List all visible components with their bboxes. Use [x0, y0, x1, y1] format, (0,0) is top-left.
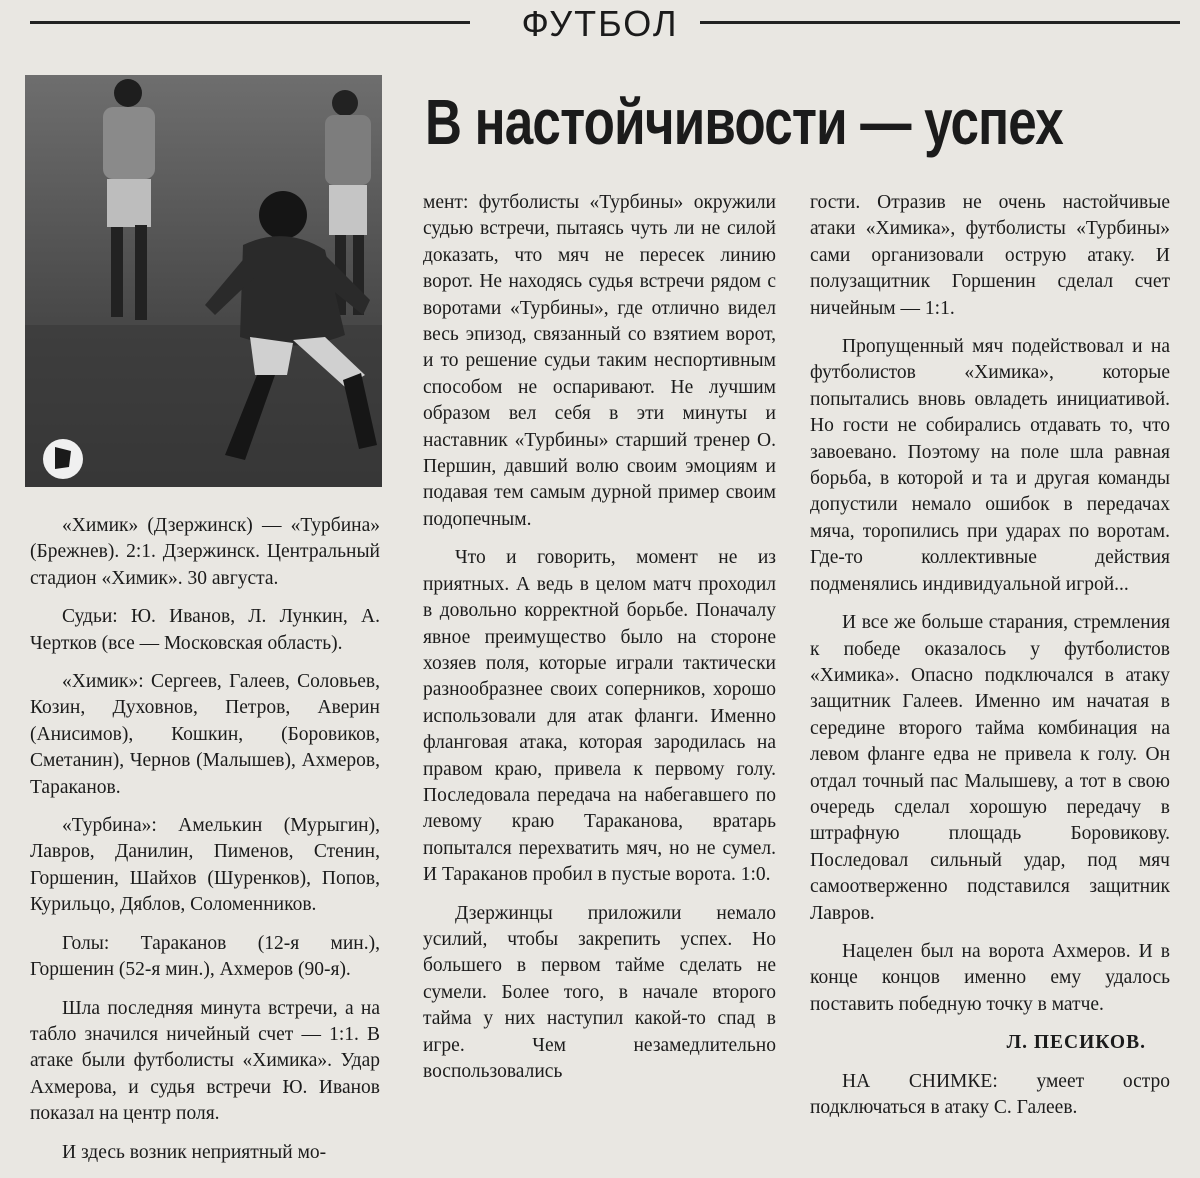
- section-title: ФУТБОЛ: [521, 3, 679, 44]
- lineup-khimik: «Химик»: Сергеев, Галеев, Соловьев, Козин, Духовнов, Петров, Аверин (Анисимов), Кошкин, (Боровиков, Сметанин), Чернов (Малышев), Ахмеров, Тараканов.: [30, 671, 380, 798]
- article-headline: В настойчивости — успех: [425, 86, 1063, 158]
- match-info: «Химик» (Дзержинск) — «Турбина» (Брежнев). 2:1. Дзержинск. Центральный стадион «Химик». 30 августа.: [30, 515, 380, 589]
- paragraph: И здесь возник неприятный мо-: [62, 1141, 327, 1163]
- article-column-2: [423, 190, 776, 1097]
- photo-image: [25, 75, 382, 487]
- article-column-1: [30, 513, 380, 1178]
- paragraph: мент: футболисты «Турбины» окружили судью встречи, пытаясь чуть ли не силой доказать, что мяч не пересек линию ворот. Не находясь судья встречи рядом с воротами «Турбины», где отлично видел весь эпизод, связанный со взятием ворот, и то решение судьи таким неспортивным способом не оспаривают. Не лучшим образом вел себя в эти минуты и наставник «Турбины» старший тренер О. Першин, давший волю своим эмоциям и подавая тем самым дурной пример своим подопечным.: [423, 192, 776, 530]
- paragraph: Нацелен был на ворота Ахмеров. И в конце концов именно ему удалось поставить победную точку в матче.: [810, 940, 1170, 1015]
- paragraph: Пропущенный мяч подействовал и на футболистов «Химика», которые попытались вновь овладеть инициативой. Но гости не собирались отдавать то, что завоевано. Поэтому на поле шла равная борьба, в которой и та и другая команды допустили немало ошибок в передачах мяча, торопились при ударах по воротам. Где-то коллективные действия подменялись индивидуальной игрой...: [810, 336, 1170, 595]
- referees: Судьи: Ю. Иванов, Л. Лункин, А. Чертков (все — Московская область).: [30, 606, 380, 654]
- lineup-turbina: «Турбина»: Амелькин (Мурыгин), Лавров, Данилин, Пименов, Стенин, Горшенин, Шайхов (Шуренков), Попов, Курильцо, Дяблов, Соломенников.: [30, 815, 380, 916]
- author-signature: Л. ПЕСИКОВ.: [1006, 1032, 1146, 1054]
- photo-caption: НА СНИМКЕ: умеет остро подключаться в атаку С. Галеев.: [810, 1070, 1170, 1118]
- paragraph: Дзержинцы приложили немало усилий, чтобы закрепить успех. Но большего в первом тайме сделать не сумели. Более того, в начале второго тайма у них наступил какой-то спад в игре. Чем незамедлительно воспользовались: [423, 902, 776, 1082]
- article-column-3: [810, 190, 1170, 1133]
- paragraph: И все же больше старания, стремления к победе оказалось у футболистов «Химика». Опасно подключался в атаку защитник Галеев. Именно им начатая в середине второго тайма комбинация на левом фланге едва не привела к голу. Он отдал точный пас Малышеву, а тот в свою очередь сделал хорошую передачу в штрафную площадь Боровикову. Последовал сильный удар, под мяч самоотверженно подставился защитник Лавров.: [810, 612, 1170, 924]
- article-photo: [25, 75, 382, 487]
- paragraph: Что и говорить, момент не из приятных. А ведь в целом матч проходил в довольно корректной борьбе. Поначалу явное преимущество было на стороне хозяев поля, которые играли тактически разнообразнее своих соперников, хорошо использовали для атак фланги. Именно фланговая атака, которая зародилась на правом краю, привела к первому голу. Последовала передача на набегавшего по левому краю Тараканова, вратарь попытался перехватить мяч, но не сумел. И Тараканов пробил в пустые ворота. 1:0.: [423, 547, 776, 886]
- goals: Голы: Тараканов (12-я мин.), Горшенин (52-я мин.), Ахмеров (90-я).: [30, 932, 380, 981]
- paragraph: гости. Отразив не очень настойчивые атаки «Химика», футболисты «Турбины» сами организовали острую атаку. И полузащитник Горшенин сделал счет ничейным — 1:1.: [810, 192, 1170, 319]
- paragraph: Шла последняя минута встречи, а на табло значился ничейный счет — 1:1. В атаке были футболисты «Химика». Удар Ахмерова, и судья встречи Ю. Иванов показал на центр поля.: [30, 997, 380, 1125]
